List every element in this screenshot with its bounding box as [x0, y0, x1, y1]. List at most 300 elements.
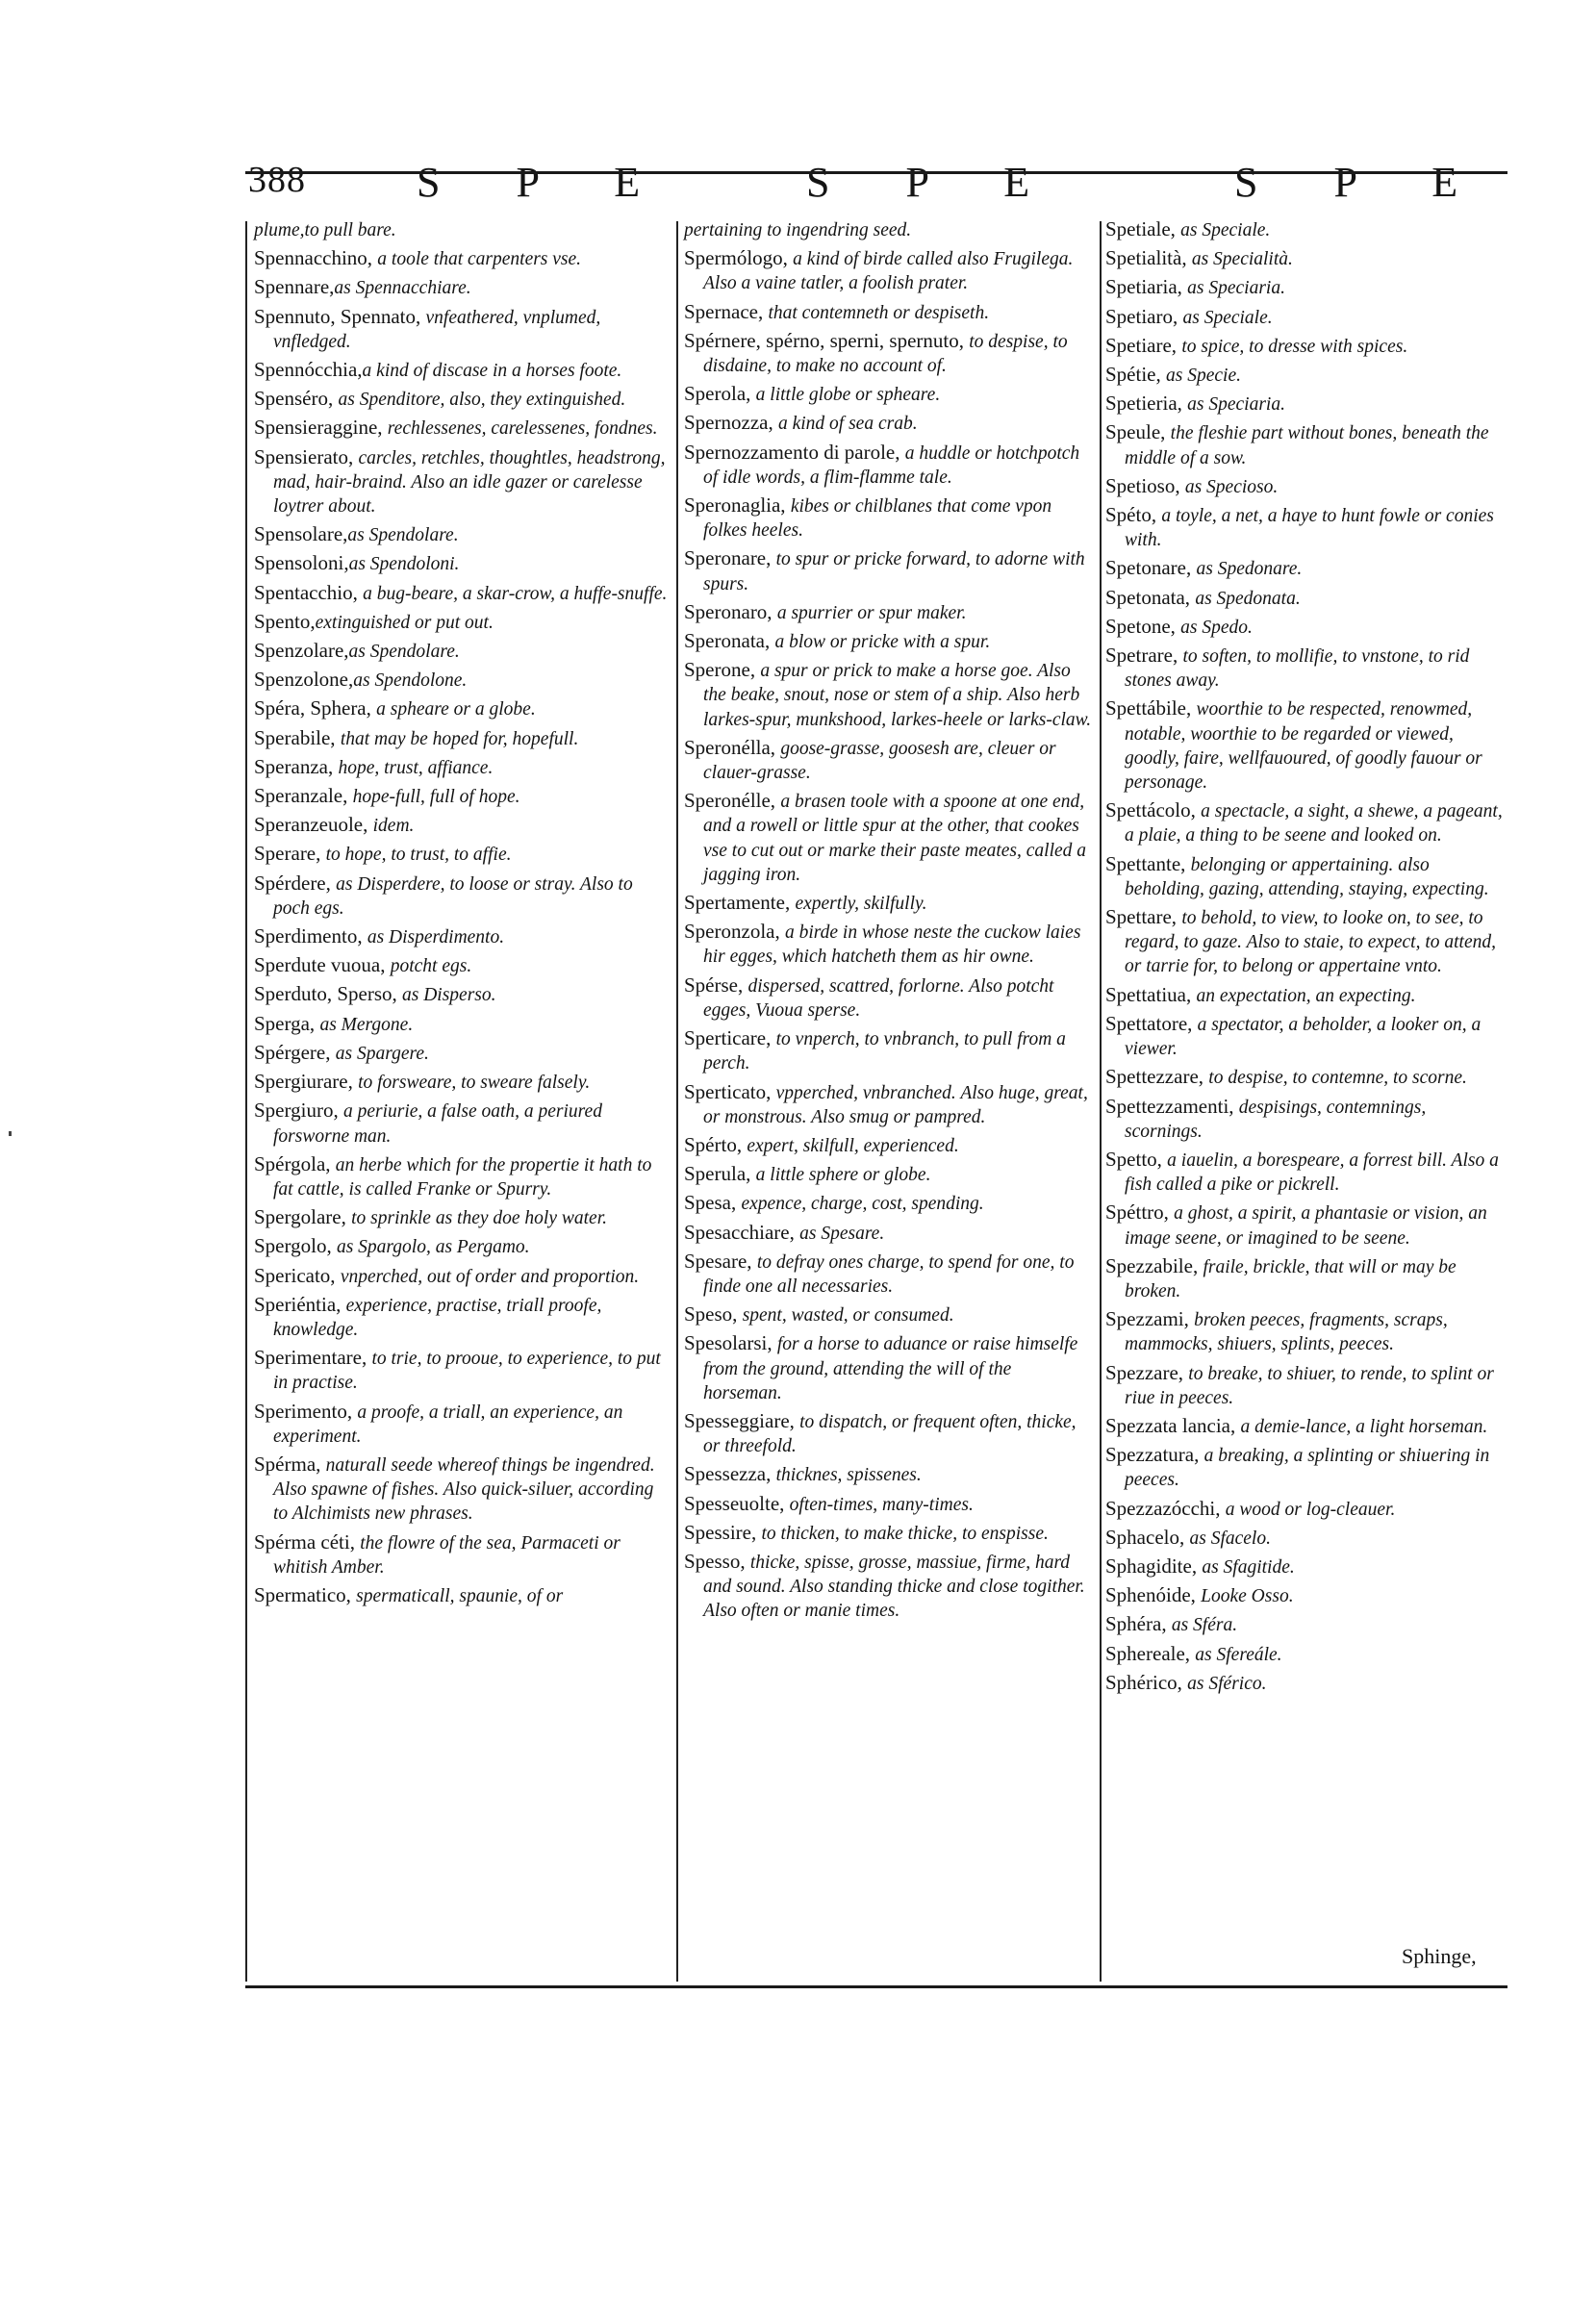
margin-speck [9, 1131, 12, 1136]
entry-headword: Sperula, [684, 1162, 756, 1186]
entry-definition: a spur or prick to make a horse goe. Also the beake, snout, nose or stem of a ship. Also herb larkes-spur, munkshood, larkes-heele or larks-claw. [703, 661, 1092, 730]
entry-headword: Spericato, [254, 1263, 341, 1287]
dictionary-entry [684, 1331, 1094, 1405]
entry-definition: a bug-beare, a skar-crow, a huffe-snuffe. [363, 583, 668, 604]
entry-definition: as Spedonare. [1196, 559, 1303, 580]
entry-headword: Speronélle, [684, 789, 781, 813]
entry-headword: Spesolarsi, [684, 1331, 777, 1355]
entry-definition: expert, skilfull, experienced. [747, 1135, 959, 1156]
column-title-3: S P E [1234, 159, 1491, 206]
column-3 [1105, 217, 1504, 1700]
entry-headword: Speronata, [684, 629, 775, 653]
entry-headword: Sperduto, Sperso, [254, 982, 402, 1006]
dictionary-entry [684, 1191, 1094, 1216]
entry-definition: as Speciale. [1180, 220, 1271, 240]
dictionary-entry [684, 1409, 1094, 1458]
dictionary-entry [1105, 556, 1504, 581]
entry-headword: Spergiuro, [254, 1099, 343, 1123]
entry-headword: Sperdute vuoua, [254, 953, 391, 977]
column-title-2: S P E [806, 159, 1063, 206]
entry-definition: to thicken, to make thicke, to enspisse. [761, 1523, 1049, 1544]
dictionary-entry [254, 1346, 670, 1395]
dictionary-entry [684, 1162, 1094, 1187]
entry-definition: Looke Osso. [1201, 1586, 1294, 1607]
dictionary-entry [1105, 1254, 1504, 1303]
entry-headword: Spetiale, [1105, 217, 1181, 240]
entry-definition: often-times, many-times. [789, 1494, 974, 1515]
dictionary-entry [684, 973, 1094, 1023]
entry-definition: an herbe which for the propertie it hath to fat cattle, is called Franke or Spurry. [273, 1154, 652, 1200]
entry-headword: Sperimento, [254, 1399, 358, 1423]
entry-headword: Sphérico, [1105, 1670, 1188, 1694]
entry-headword: Speranzeuole, [254, 813, 373, 837]
entry-headword: Spezzata lancia, [1105, 1413, 1241, 1437]
entry-definition: that may be hoped for, hopefull. [340, 728, 579, 749]
entry-definition: rechlessenes, carelessenes, fondnes. [387, 418, 658, 440]
dictionary-entry [254, 358, 670, 383]
entry-definition: to forsweare, to sweare falsely. [358, 1073, 591, 1094]
entry-definition: thicknes, spissenes. [775, 1465, 922, 1486]
dictionary-entry [254, 217, 670, 242]
entry-headword: Speronare, [684, 546, 776, 570]
entry-definition: a little sphere or globe. [755, 1165, 931, 1186]
dictionary-entry [254, 445, 670, 519]
entry-headword: Spezzabile, [1105, 1253, 1203, 1277]
entry-definition: to spur or pricke forward, to adorne with spurs. [703, 549, 1085, 594]
entry-definition: a toole that carpenters vse. [377, 249, 582, 270]
dictionary-entry [254, 1293, 670, 1342]
entry-definition: kibes or chilblanes that come vpon folkes heeles. [703, 496, 1052, 542]
entry-definition: as Spendolare. [347, 525, 459, 546]
entry-headword: Spennare, [254, 275, 335, 299]
entry-definition: plume,to pull bare. [254, 220, 396, 240]
entry-headword: Spettatiua, [1105, 982, 1197, 1006]
entry-headword: Spezzami, [1105, 1307, 1195, 1331]
dictionary-entry [684, 1302, 1094, 1327]
dictionary-entry [254, 305, 670, 354]
dictionary-entry [254, 755, 670, 780]
entry-headword: Spettábile, [1105, 696, 1197, 720]
entry-headword: Spetiare, [1105, 333, 1182, 357]
entry-definition: a blow or pricke with a spur. [774, 632, 991, 653]
entry-definition: vnfeathered, vnplumed, vnfledged. [273, 307, 601, 352]
dictionary-entry [1105, 275, 1504, 300]
dictionary-entry [254, 1070, 670, 1095]
entry-definition: spermaticall, spaunie, of or [356, 1585, 564, 1606]
entry-definition: as Spedonata. [1195, 588, 1301, 609]
dictionary-entry [684, 411, 1094, 436]
entry-headword: Spérnere, spérno, sperni, spernuto, [684, 328, 970, 352]
entry-definition: a demie-lance, a light horseman. [1240, 1416, 1488, 1437]
dictionary-entry [1105, 905, 1504, 979]
entry-definition: a ghost, a spirit, a phantasie or vision, an image seene, or imagined to be seene. [1125, 1203, 1487, 1249]
entry-definition: a breaking, a splinting or shiuering in peeces. [1125, 1446, 1490, 1491]
entry-headword: Spezzare, [1105, 1360, 1189, 1384]
entry-headword: Spennacchino, [254, 246, 378, 270]
dictionary-entry [254, 1530, 670, 1579]
entry-definition: a spurrier or spur maker. [776, 602, 967, 623]
entry-headword: Spetto, [1105, 1147, 1168, 1171]
dictionary-entry [684, 600, 1094, 625]
entry-headword: Spettezzare, [1105, 1065, 1209, 1089]
entry-headword: Spesare, [684, 1249, 757, 1273]
entry-headword: Spezzazócchi, [1105, 1496, 1226, 1520]
dictionary-entry [1105, 1361, 1504, 1410]
dictionary-entry [684, 658, 1094, 732]
entry-headword: Spérma, [254, 1452, 326, 1476]
dictionary-entry [254, 581, 670, 606]
dictionary-entry [1105, 983, 1504, 1008]
entry-headword: Speranzale, [254, 784, 353, 808]
entry-definition: a huddle or hotchpotch of idle words, a flim-flamme tale. [703, 442, 1080, 488]
dictionary-entry [1105, 1554, 1504, 1579]
entry-headword: Spérma céti, [254, 1529, 361, 1554]
entry-headword: Spezzatura, [1105, 1443, 1204, 1467]
dictionary-entry [1105, 1200, 1504, 1250]
entry-headword: Spennócchia, [254, 358, 363, 382]
column-divider-1 [676, 221, 678, 1982]
entry-definition: to behold, to view, to looke on, to see, to regard, to gaze. Also to staie, to expect, to attend, or tarrie for, to belong or appertaine vnto. [1125, 908, 1496, 977]
entry-definition: spent, wasted, or consumed. [742, 1305, 954, 1326]
entry-headword: Spettatore, [1105, 1011, 1198, 1035]
entry-definition: vnperched, out of order and proportion. [340, 1266, 640, 1287]
entry-headword: Sphereale, [1105, 1641, 1196, 1665]
entry-headword: Spérdere, [254, 871, 337, 895]
entry-headword: Spensoloni, [254, 551, 349, 575]
entry-headword: Spesacchiare, [684, 1220, 800, 1244]
entry-headword: Spetiaro, [1105, 304, 1183, 328]
entry-definition: as Specioso. [1184, 476, 1279, 497]
entry-definition: a little globe or spheare. [755, 385, 941, 406]
entry-definition: a kind of birde called also Frugilega. Also a vaine tatler, a foolish prater. [703, 249, 1074, 294]
entry-headword: Spergolo, [254, 1234, 337, 1258]
dictionary-entry [1105, 420, 1504, 469]
entry-definition: broken peeces, fragments, scraps, mammocks, shiuers, splints, peeces. [1125, 1310, 1448, 1355]
entry-headword: Spétie, [1105, 363, 1166, 387]
entry-definition: naturall seede whereof things be ingendred. Also spawne of fishes. Also quick-siluer, according to Alchimists new phrases. [273, 1454, 655, 1525]
entry-definition: to despise, to contemne, to scorne. [1208, 1068, 1467, 1089]
dictionary-entry [254, 387, 670, 412]
dictionary-entry [684, 246, 1094, 295]
entry-definition: a spectacle, a sight, a shewe, a pageant, a plaie, a thing to be seene and looked on. [1125, 801, 1503, 846]
entry-headword: Spenzolone, [254, 668, 354, 692]
entry-headword: Speso, [684, 1302, 743, 1326]
entry-headword: Spérgola, [254, 1151, 336, 1175]
dictionary-entry [684, 1492, 1094, 1517]
dictionary-entry [684, 493, 1094, 543]
entry-definition: as Spendolare. [348, 642, 460, 663]
dictionary-entry [1105, 363, 1504, 388]
dictionary-entry [254, 246, 670, 271]
dictionary-entry [254, 1099, 670, 1148]
entry-definition: carcles, retchles, thoughtles, headstrong, mad, hair-braind. Also an idle gazer or carelesse loytrer about. [273, 447, 666, 518]
dictionary-entry [254, 1205, 670, 1230]
entry-definition: to breake, to shiuer, to rende, to splint or riue in peeces. [1125, 1363, 1494, 1408]
dictionary-entry [684, 217, 1094, 242]
entry-headword: Sperimentare, [254, 1346, 372, 1370]
entry-headword: Spérto, [684, 1132, 747, 1156]
column-divider-2 [1100, 221, 1102, 1982]
entry-headword: Spergolare, [254, 1205, 352, 1229]
entry-headword: Spermatico, [254, 1582, 357, 1606]
entry-headword: Speronaro, [684, 599, 777, 623]
entry-definition: a wood or log-cleauer. [1225, 1499, 1396, 1520]
dictionary-entry [254, 1453, 670, 1527]
entry-definition: despisings, contemnings, scornings. [1125, 1097, 1427, 1142]
entry-headword: Sperabile, [254, 725, 341, 749]
dictionary-entry [1105, 305, 1504, 330]
entry-headword: Spetieria, [1105, 392, 1188, 416]
dictionary-entry [254, 842, 670, 867]
entry-headword: Sperga, [254, 1011, 320, 1035]
entry-definition: as Speciale. [1182, 307, 1273, 328]
entry-headword: Speriéntia, [254, 1292, 346, 1316]
entry-headword: Spesso, [684, 1549, 750, 1573]
entry-headword: Spernozzamento di parole, [684, 440, 905, 464]
catchword: Sphinge, [1402, 1944, 1477, 1968]
entry-definition: as Spargere. [335, 1043, 429, 1064]
entry-headword: Speronélla, [684, 735, 781, 759]
entry-definition: belonging or appertaining. also beholding, gazing, attending, staying, expecting. [1125, 854, 1489, 899]
entry-definition: to sprinkle as they doe holy water. [351, 1208, 608, 1229]
dictionary-entry [254, 610, 670, 635]
entry-definition: idem. [372, 816, 415, 837]
entry-headword: Spermólogo, [684, 246, 794, 270]
entry-definition: as Sfagitide. [1202, 1556, 1295, 1578]
dictionary-entry [684, 920, 1094, 969]
column-title-1: S P E [417, 159, 673, 206]
entry-headword: Sperticare, [684, 1026, 776, 1050]
entry-headword: Sperticato, [684, 1079, 776, 1103]
header-rule [245, 171, 1507, 174]
entry-headword: Spéto, [1105, 503, 1162, 527]
dictionary-entry [254, 668, 670, 693]
entry-headword: Spensieraggine, [254, 416, 388, 440]
entry-headword: Spettezzamenti, [1105, 1094, 1239, 1118]
dictionary-entry [254, 275, 670, 300]
entry-definition: that contemneth or despiseth. [768, 302, 990, 323]
dictionary-entry [254, 726, 670, 751]
entry-headword: Spéttro, [1105, 1200, 1175, 1225]
dictionary-entry [684, 1026, 1094, 1075]
entry-headword: Spetrare, [1105, 644, 1183, 668]
dictionary-entry [1105, 1065, 1504, 1090]
dictionary-entry [254, 1400, 670, 1449]
entry-headword: Spertamente, [684, 891, 796, 915]
entry-headword: Spettante, [1105, 851, 1191, 875]
dictionary-entry [684, 329, 1094, 378]
dictionary-entry [1105, 852, 1504, 901]
dictionary-entry [684, 382, 1094, 407]
entry-definition: to vnperch, to vnbranch, to pull from a perch. [703, 1029, 1066, 1074]
entry-headword: Spergiurare, [254, 1070, 359, 1094]
dictionary-entry [254, 982, 670, 1007]
column-1 [254, 217, 670, 1612]
entry-definition: as Disperdimento. [367, 927, 505, 948]
dictionary-entry [1105, 1526, 1504, 1551]
dictionary-entry [254, 924, 670, 949]
entry-headword: Spetialità, [1105, 246, 1192, 270]
dictionary-entry [1105, 503, 1504, 552]
entry-definition: for a horse to aduance or raise himselfe from the ground, attending the will of the horseman. [703, 1334, 1078, 1403]
entry-definition: to trie, to prooue, to experience, to put in practise. [273, 1349, 661, 1394]
entry-headword: Spensolare, [254, 522, 348, 546]
dictionary-entry [254, 953, 670, 978]
entry-definition: as Sférico. [1187, 1673, 1267, 1694]
entry-definition: to defray ones charge, to spend for one, to finde one all necessaries. [703, 1251, 1075, 1297]
entry-definition: thicke, spisse, grosse, massiue, firme, hard and sound. Also standing thicke and close togither. Also often or manie times. [703, 1552, 1085, 1622]
entry-definition: as Spesare. [799, 1223, 885, 1244]
entry-definition: a kind of discase in a horses foote. [362, 361, 622, 382]
dictionary-entry [684, 629, 1094, 654]
entry-headword: Spesseggiare, [684, 1408, 800, 1432]
entry-definition: to soften, to mollifie, to vnstone, to rid stones away. [1125, 646, 1470, 692]
dictionary-entry [1105, 1642, 1504, 1667]
entry-definition: expence, charge, cost, spending. [741, 1194, 984, 1215]
entry-headword: Speranza, [254, 754, 339, 778]
entry-definition: a birde in whose neste the cuckow laies hir egges, which hatcheth them as hir owne. [703, 922, 1081, 968]
entry-definition: as Spennacchiare. [334, 278, 471, 299]
dictionary-entry [1105, 1612, 1504, 1637]
dictionary-entry [1105, 1414, 1504, 1439]
dictionary-entry [1105, 1012, 1504, 1061]
dictionary-entry [254, 639, 670, 664]
footer-rule [245, 1985, 1507, 1988]
column-2 [684, 217, 1094, 1628]
dictionary-entry [1105, 392, 1504, 417]
entry-definition: a iauelin, a borespeare, a forrest bill. Also a fish called a pike or pickrell. [1125, 1150, 1499, 1196]
dictionary-entry [1105, 1443, 1504, 1492]
entry-definition: vpperched, vnbranched. Also huge, great, or monstrous. Also smug or pampred. [703, 1082, 1088, 1127]
entry-definition: to hope, to trust, to affie. [325, 845, 512, 866]
entry-definition: as Spedo. [1180, 617, 1253, 638]
dictionary-entry [684, 300, 1094, 325]
entry-definition: as Speciaria. [1187, 278, 1285, 299]
dictionary-entry [254, 551, 670, 576]
entry-headword: Speronaglia, [684, 493, 791, 518]
dictionary-entry [684, 789, 1094, 887]
entry-definition: expertly, skilfully. [795, 894, 927, 915]
entry-headword: Spennuto, Spennato, [254, 304, 426, 328]
entry-headword: Spessezza, [684, 1462, 776, 1486]
entry-definition: a proofe, a triall, an experience, an experiment. [273, 1402, 623, 1447]
entry-definition: extinguished or put out. [315, 612, 494, 633]
dictionary-entry [684, 736, 1094, 785]
dictionary-entry [254, 522, 670, 547]
entry-headword: Spenzolare, [254, 639, 349, 663]
dictionary-entry [1105, 1095, 1504, 1144]
dictionary-entry [684, 1462, 1094, 1487]
entry-definition: as Specie. [1166, 366, 1241, 387]
entry-headword: Spetone, [1105, 614, 1181, 638]
entry-definition: as Spendolone. [353, 670, 468, 692]
entry-definition: potcht egs. [390, 956, 472, 977]
entry-headword: Spernozza, [684, 411, 778, 435]
entry-definition: as Spargolo, as Pergamo. [336, 1237, 530, 1258]
dictionary-entry [254, 1041, 670, 1066]
dictionary-entry [254, 872, 670, 921]
entry-definition: a periurie, a false oath, a periured forsworne man. [273, 1101, 602, 1147]
entry-headword: Spesseuolte, [684, 1491, 790, 1515]
dictionary-entry [254, 416, 670, 441]
dictionary-entry [684, 1133, 1094, 1158]
dictionary-entry [1105, 474, 1504, 499]
entry-headword: Speronzola, [684, 920, 785, 944]
dictionary-entry [1105, 615, 1504, 640]
dictionary-entry [684, 1221, 1094, 1246]
entry-definition: as Sféra. [1171, 1615, 1238, 1636]
dictionary-entry [1105, 696, 1504, 795]
dictionary-entry [254, 784, 670, 809]
dictionary-entry [254, 1583, 670, 1608]
entry-headword: Spessire, [684, 1520, 762, 1544]
dictionary-entry [254, 696, 670, 721]
entry-headword: Spéra, Sphera, [254, 696, 377, 720]
entry-definition: a kind of sea crab. [777, 414, 918, 435]
dictionary-entry [1105, 644, 1504, 693]
dictionary-entry [1105, 1671, 1504, 1696]
entry-definition: as Sfereále. [1195, 1644, 1282, 1665]
entry-headword: Spérse, [684, 973, 748, 997]
entry-definition: as Mergone. [319, 1014, 414, 1035]
entry-headword: Spérgere, [254, 1040, 336, 1064]
entry-definition: to despise, to disdaine, to make no account of. [703, 331, 1068, 377]
dictionary-entry [1105, 1307, 1504, 1356]
entry-headword: Spensierato, [254, 444, 359, 468]
entry-definition: pertaining to ingendring seed. [684, 220, 912, 240]
dictionary-entry [1105, 217, 1504, 242]
entry-definition: as Sfacelo. [1189, 1528, 1271, 1549]
entry-headword: Spettácolo, [1105, 798, 1202, 822]
entry-definition: the flowre of the sea, Parmaceti or whitish Amber. [273, 1532, 621, 1578]
dictionary-entry [1105, 246, 1504, 271]
entry-definition: as Disperdere, to loose or stray. Also to poch egs. [273, 873, 633, 919]
entry-definition: a toyle, a net, a haye to hunt fowle or conies with. [1125, 506, 1494, 551]
dictionary-entry [1105, 1583, 1504, 1608]
dictionary-entry [254, 1152, 670, 1201]
entry-headword: Sphagidite, [1105, 1554, 1203, 1578]
dictionary-entry [684, 1550, 1094, 1624]
dictionary-entry [254, 1264, 670, 1289]
entry-definition: experience, practise, triall proofe, knowledge. [273, 1295, 602, 1340]
entry-definition: to dispatch, or frequent often, thicke, or threefold. [703, 1411, 1077, 1457]
entry-headword: Sphenóide, [1105, 1583, 1202, 1607]
entry-definition: woorthie to be respected, renowmed, notable, woorthie to be regarded or viewed, goodly, faire, wellfauoured, of goodly fauour or personage. [1125, 699, 1482, 794]
entry-definition: a spheare or a globe. [376, 699, 536, 720]
entry-definition: as Speciaria. [1187, 394, 1285, 416]
entry-headword: Spento, [254, 609, 316, 633]
entry-headword: Sperone, [684, 658, 761, 682]
entry-headword: Spesa, [684, 1191, 742, 1215]
dictionary-entry [684, 546, 1094, 595]
entry-headword: Spetonata, [1105, 585, 1196, 609]
entry-headword: Spenséro, [254, 387, 339, 411]
entry-headword: Spetonare, [1105, 556, 1197, 580]
dictionary-entry [684, 891, 1094, 916]
dictionary-entry [254, 1234, 670, 1259]
dictionary-entry [1105, 586, 1504, 611]
entry-definition: fraile, brickle, that will or may be broken. [1125, 1256, 1457, 1301]
dictionary-entry [1105, 798, 1504, 847]
entry-definition: a spectator, a beholder, a looker on, a viewer. [1125, 1014, 1482, 1060]
entry-definition: goose-grasse, goosesh are, cleuer or clauer-grasse. [703, 738, 1056, 784]
entry-headword: Spetiaria, [1105, 275, 1188, 299]
entry-definition: dispersed, scattred, forlorne. Also potcht egges, Vuoua sperse. [703, 975, 1054, 1021]
column-divider-left [245, 221, 247, 1982]
dictionary-entry [684, 1080, 1094, 1129]
entry-headword: Spetioso, [1105, 473, 1185, 497]
entry-headword: Sperdimento, [254, 924, 367, 948]
